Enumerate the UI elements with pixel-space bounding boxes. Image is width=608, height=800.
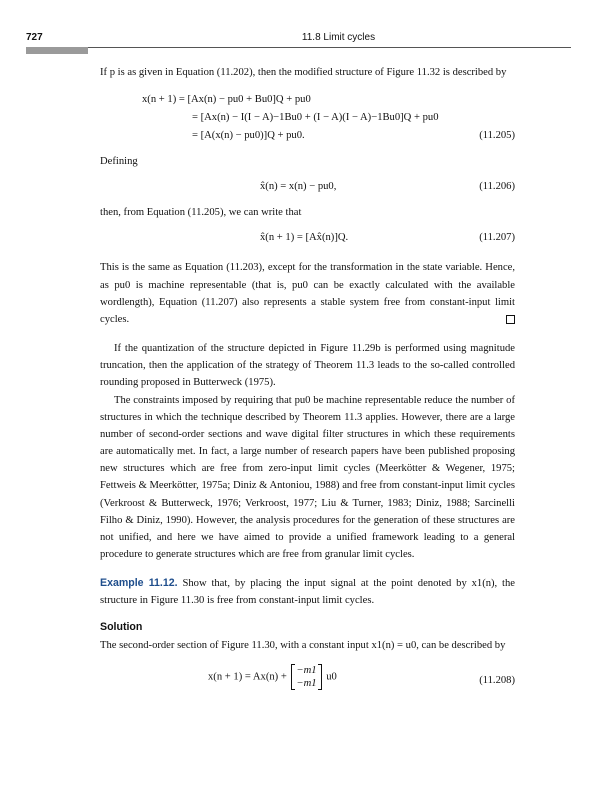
eq-207-number: (11.207) bbox=[479, 232, 515, 244]
example-label: Example 11.12. bbox=[100, 577, 178, 590]
example-text: Show that, by placing the input signal at the point denoted by x1(n), the structure in Figure 11.30 is free from constant-input limit cycles. bbox=[100, 578, 515, 607]
solution-heading: Solution bbox=[100, 621, 143, 634]
defining-text: Defining bbox=[100, 156, 138, 168]
eq-208-lhs: x(n + 1) = Ax(n) + bbox=[208, 671, 287, 683]
matrix-entry: −m1 bbox=[296, 677, 317, 689]
equation-11-206 bbox=[100, 178, 515, 196]
intro-paragraph: If p is as given in Equation (11.202), then the modified structure of Figure 11.32 is described by bbox=[100, 67, 507, 78]
constraints-paragraph: The constraints imposed by requiring that pu0 be machine representable reduce the number of structures in which the technique described by Theorem 11.3 applies. However, there are a large number of second-order sections and wave digital filter structures in which these requirements are automatically met. In fact, a large number of research papers have been published proposing new structures which are free from zero-input limit cycles (Meerkötter & Wegener, 1975; Fettweis & Meerkötter, 1975a; Diniz & Antoniou, 1988) and free from constant-input limit cycles (Verkroost & Butterweck, 1976; Verkroost, 1977; Liu & Turner, 1983; Diniz, 1988; Sarcinelli Filho & Diniz, 1990). However, the analysis procedures for the generation of these structures are not unified, and here we have aimed to provide a unified framework leading to a general procedure to generate structures which are free from granular limit cycles. bbox=[100, 394, 515, 560]
eq-205-line-3: = [A(x(n) − pu0)]Q + pu0. bbox=[192, 130, 305, 142]
page-number: 727 bbox=[26, 32, 43, 43]
equation-11-207 bbox=[100, 229, 515, 247]
matrix-entry: −m1 bbox=[296, 664, 317, 676]
page-body bbox=[100, 64, 515, 698]
eq-207-text: x̂(n + 1) = [Ax̂(n)]Q. bbox=[260, 232, 349, 244]
equation-11-208 bbox=[100, 664, 515, 698]
eq-208-rhs: u0 bbox=[326, 671, 337, 683]
end-of-proof-icon bbox=[506, 315, 515, 324]
eq-205-line-2: = [Ax(n) − I(I − A)−1Bu0 + (I − A)(I − A)−1Bu0]Q + pu0 bbox=[192, 112, 439, 124]
transformation-paragraph: This is the same as Equation (11.203), except for the transformation in the state variable. Hence, as pu0 is machine representable (that is, pu0 can be exactly calculated with the available wordlength), Equation (11.207) also represents a stable system free from constant-input limit cycles. bbox=[100, 262, 515, 325]
eq-205-line-1: x(n + 1) = [Ax(n) − pu0 + Bu0]Q + pu0 bbox=[142, 94, 311, 106]
then-text: then, from Equation (11.205), we can write that bbox=[100, 207, 302, 219]
header-accent-bar bbox=[26, 47, 88, 54]
equation-11-205 bbox=[100, 91, 515, 145]
running-title: 11.8 Limit cycles bbox=[301, 32, 376, 43]
eq-205-number: (11.205) bbox=[479, 130, 515, 142]
example-11-12 bbox=[100, 575, 515, 609]
solution-text: The second-order section of Figure 11.30, with a constant input x1(n) = u0, can be described by bbox=[100, 639, 506, 651]
eq-206-text: x̂(n) = x(n) − pu0, bbox=[260, 181, 337, 193]
quantization-paragraph: If the quantization of the structure depicted in Figure 11.29b is performed using magnitude truncation, then the application of the strategy of Theorem 11.3 leads to the so-called controlled rounding proposed in Butterweck (1975). bbox=[100, 343, 515, 389]
eq-208-column-vector bbox=[291, 664, 321, 690]
header-rule bbox=[88, 47, 571, 48]
eq-206-number: (11.206) bbox=[479, 181, 515, 193]
page-header bbox=[26, 30, 571, 46]
eq-208-number: (11.208) bbox=[479, 674, 515, 686]
